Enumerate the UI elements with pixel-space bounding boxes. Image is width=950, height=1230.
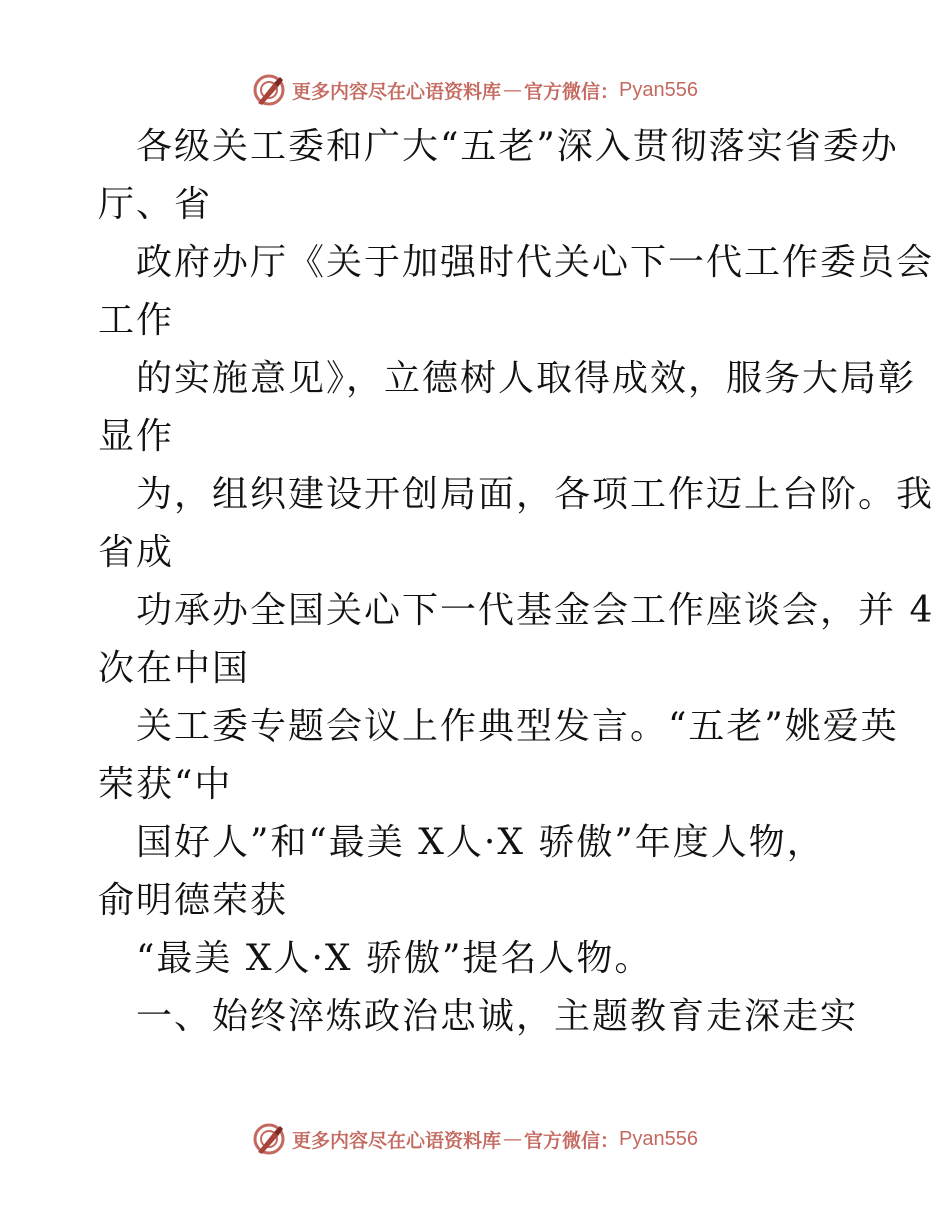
watermark-wechat-label: 官方微信： — [524, 1129, 620, 1152]
text-line: 工作 — [98, 300, 175, 341]
pen-logo-icon — [252, 1122, 286, 1156]
text-line: 关工委专题会议上作典型发言。“五老”姚爱英 — [136, 706, 899, 747]
text-line: 省成 — [98, 532, 175, 573]
watermark-dash: — — [503, 79, 523, 101]
watermark-wechat-id: Pyan556 — [619, 1127, 698, 1150]
watermark-site-text: 更多内容尽在心语资料库 — [292, 1129, 502, 1152]
text-line: 显作 — [98, 416, 175, 457]
text-line: 次在中国 — [98, 648, 251, 689]
text-line: 的实施意见》，立德树人取得成效，服务大局彰 — [136, 358, 917, 399]
watermark-dash: — — [503, 1128, 523, 1150]
text-line: 厅、省 — [98, 184, 213, 225]
text-line: 国好人”和“最美 X人·X 骄傲”年度人物， — [136, 822, 825, 863]
text-line: 各级关工委和广大“五老”深入贯彻落实省委办 — [136, 126, 899, 167]
text-line: 政府办厅《关于加强时代关心下一代工作委员会 — [136, 242, 935, 283]
watermark-wechat-id: Pyan556 — [619, 78, 698, 101]
text-line: 俞明德荣获 — [98, 880, 289, 921]
text-line: 功承办全国关心下一代基金会工作座谈会，并 4 — [136, 590, 935, 631]
footer-watermark — [0, 1119, 950, 1159]
text-line: 为，组织建设开创局面，各项工作迈上台阶。我 — [136, 474, 935, 515]
watermark-site-text: 更多内容尽在心语资料库 — [292, 80, 502, 103]
header-watermark — [0, 70, 950, 110]
pen-logo-icon — [252, 73, 286, 107]
section-heading: 一、始终淬炼政治忠诚，主题教育走深走实 — [136, 996, 859, 1037]
text-line: 荣获“中 — [98, 764, 233, 805]
watermark-wechat-label: 官方微信： — [524, 80, 620, 103]
text-line: “最美 X人·X 骄傲”提名人物。 — [136, 938, 653, 979]
